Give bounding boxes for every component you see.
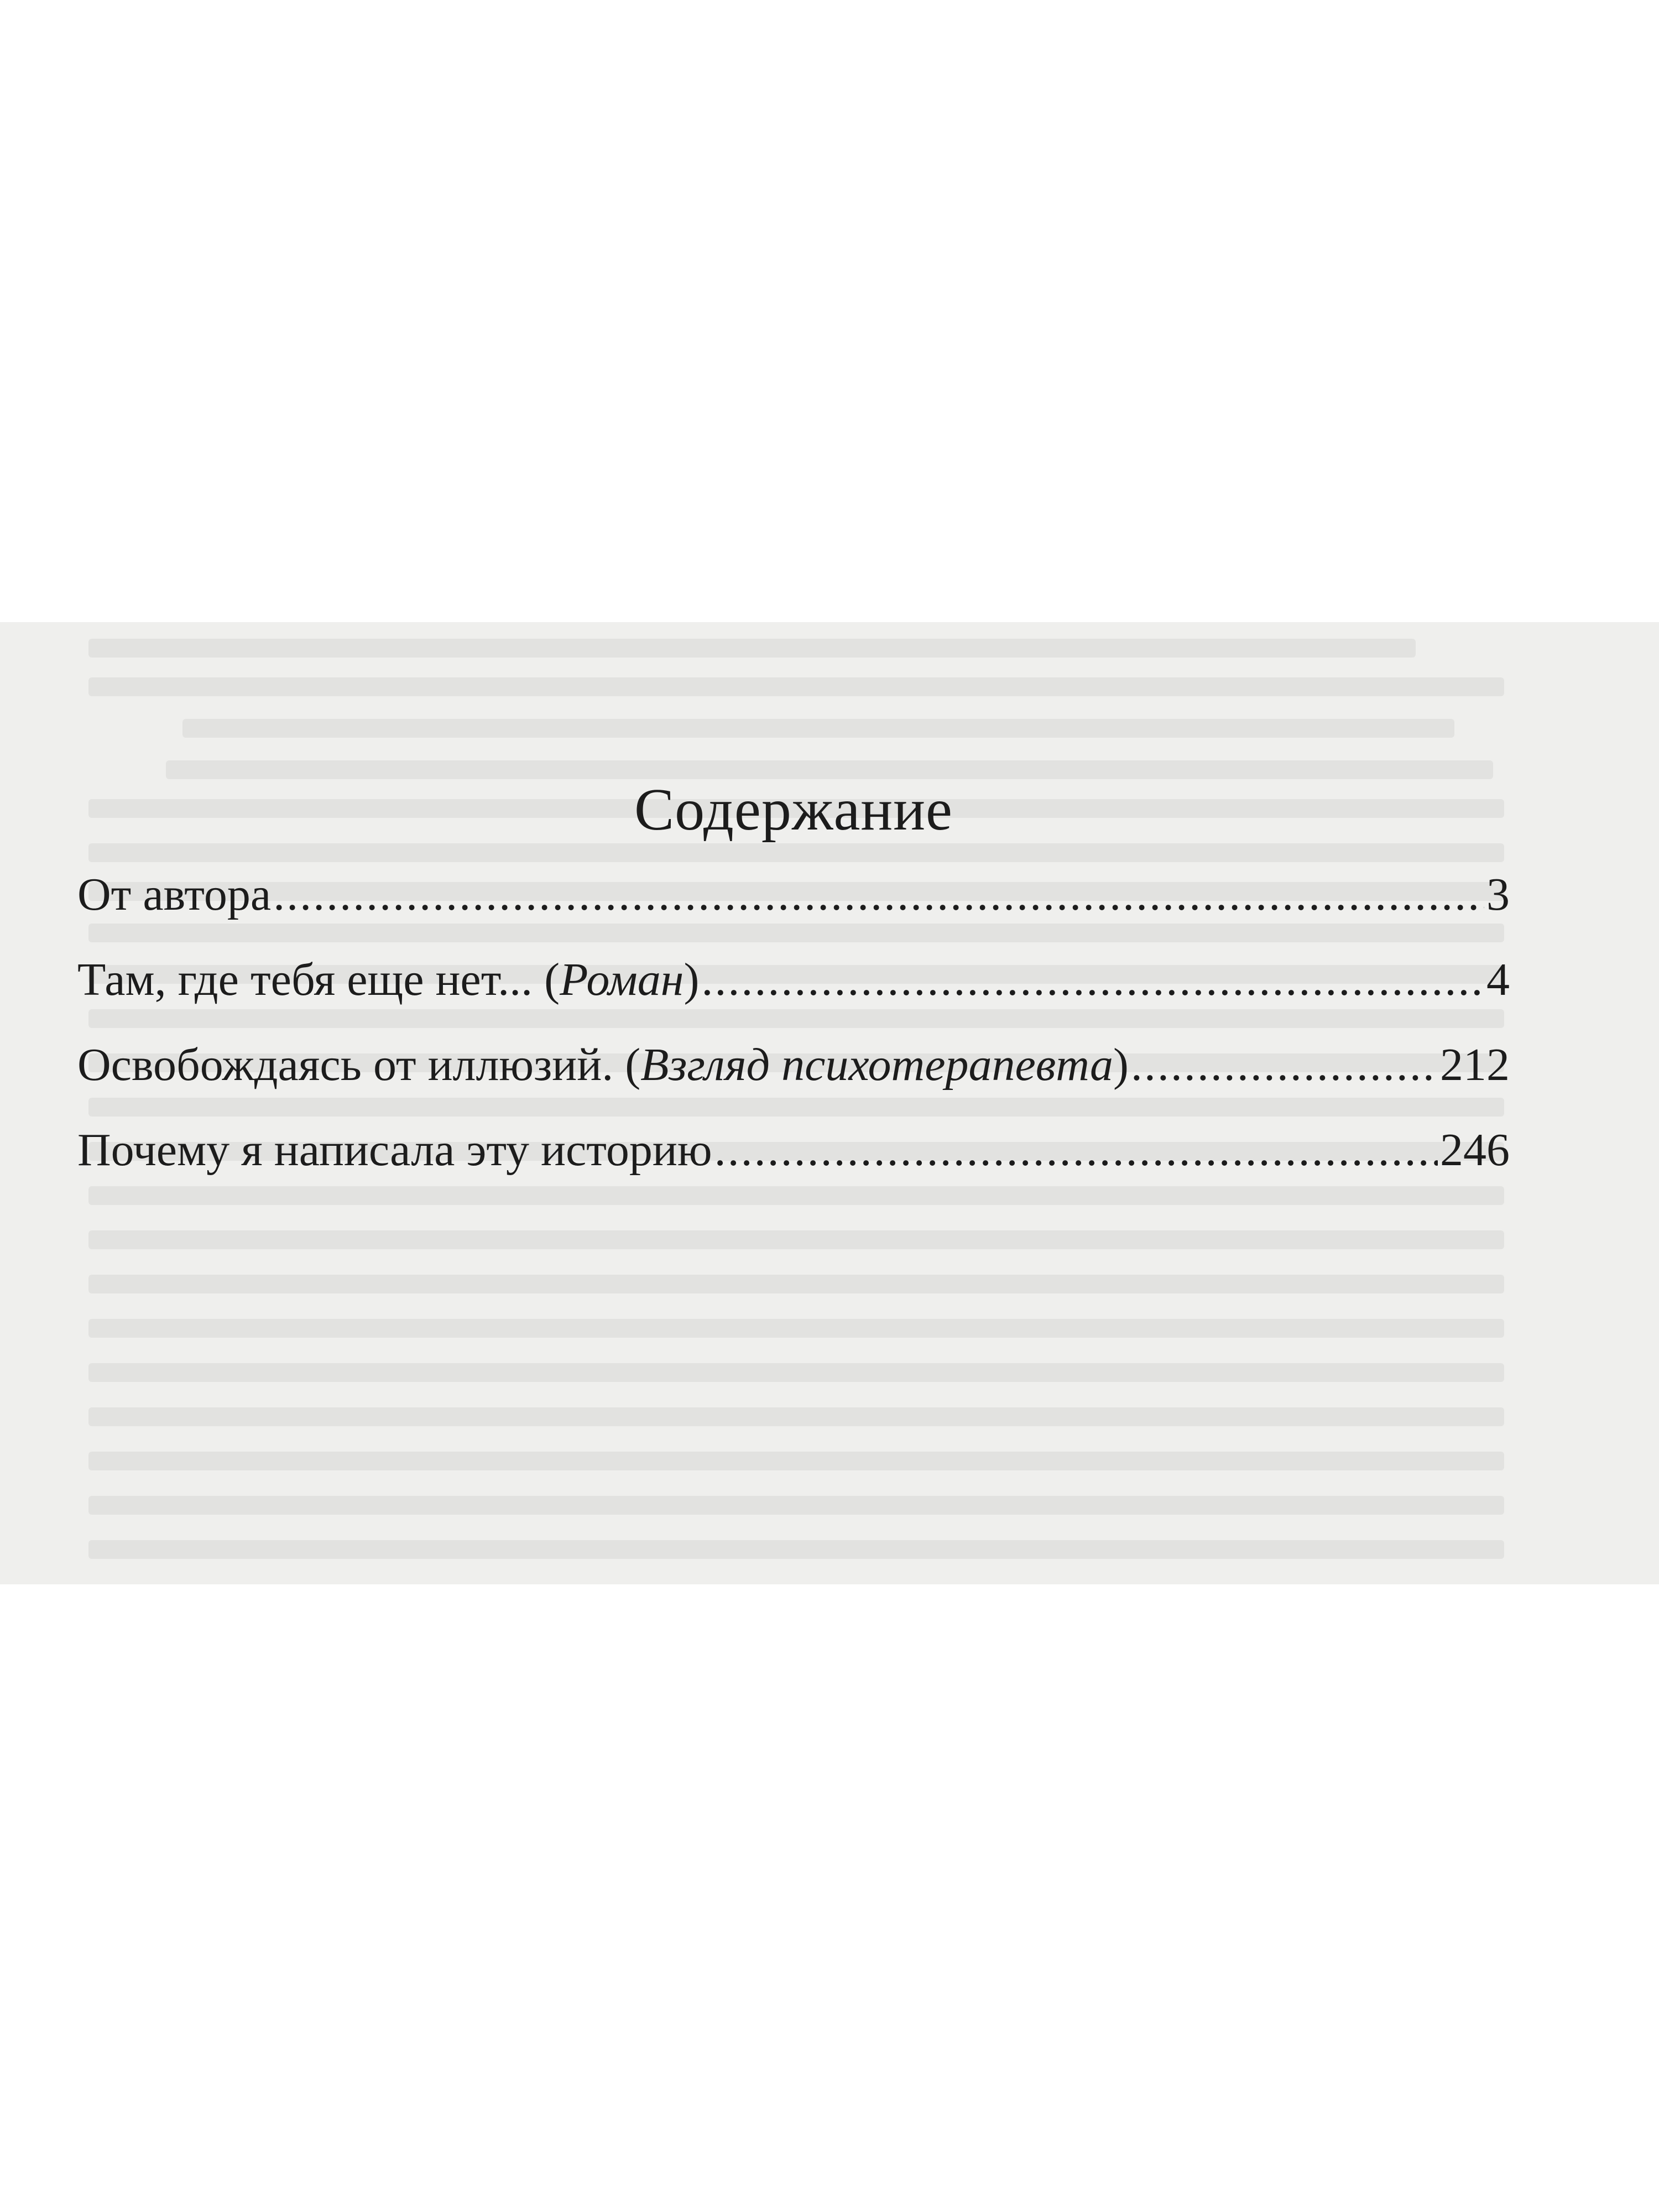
toc-entry[interactable] — [77, 867, 1510, 922]
bleed-through-line — [88, 1452, 1504, 1470]
toc-entry[interactable] — [77, 1123, 1510, 1178]
bleed-through-line — [88, 677, 1504, 696]
toc-entry[interactable] — [77, 1037, 1510, 1093]
dot-leader — [714, 1123, 1438, 1178]
bleed-through-line — [88, 1407, 1504, 1426]
toc-page-number: 4 — [1486, 954, 1510, 1005]
toc-entry-label: От автора — [77, 869, 272, 920]
toc-page-number: 212 — [1440, 1039, 1510, 1091]
table-of-contents — [77, 774, 1510, 1208]
bleed-through-line — [182, 719, 1454, 738]
toc-page-number: 246 — [1440, 1124, 1510, 1176]
bleed-through-line — [88, 1540, 1504, 1559]
bleed-through-line — [88, 1275, 1504, 1293]
bleed-through-line — [88, 1363, 1504, 1382]
toc-entry-label: Почему я написала эту историю — [77, 1124, 712, 1176]
toc-entry[interactable] — [77, 952, 1510, 1008]
bleed-through-line — [88, 1319, 1504, 1338]
dot-leader — [273, 867, 1484, 922]
toc-entry-label: Освобождаясь от иллюзий. (Взгляд психотерапевта) — [77, 1039, 1129, 1091]
dot-leader — [701, 952, 1484, 1008]
bleed-through-line — [88, 1496, 1504, 1515]
toc-entry-label: Там, где тебя еще нет... (Роман) — [77, 954, 700, 1005]
toc-title: Содержание — [634, 777, 953, 843]
bleed-through-line — [88, 1230, 1504, 1249]
toc-page-number: 3 — [1486, 869, 1510, 920]
dot-leader — [1131, 1037, 1438, 1093]
bleed-through-line — [88, 639, 1416, 658]
